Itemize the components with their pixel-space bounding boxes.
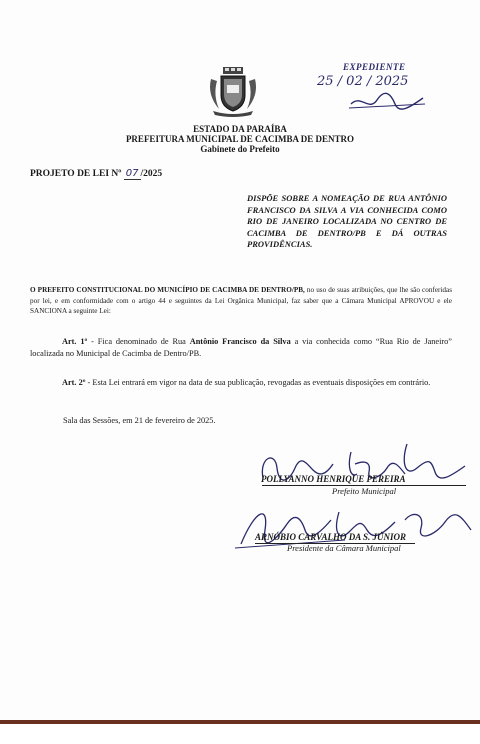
article-1-text-a: - Fica denominado de Rua [87,337,190,346]
mayor-name: POLLYANNO HENRIQUE PEREIRA [261,474,406,484]
stamp-date: 25 / 02 / 2025 [317,74,409,89]
stamp-initials-signature [347,90,427,112]
mayor-title: Prefeito Municipal [332,486,397,496]
receipt-stamp [313,60,433,114]
bill-number: 07 [125,168,139,179]
enactment-text: no uso de suas atribuições, que lhe são conferidas por lei, e em conformidade com o artigo 44 e seguintes da Lei Orgânica Municipal, faz saber que a Câmara Municipal APROVOU e ele SANCIONA a seguinte Lei: [30,286,452,315]
enactment-paragraph [30,285,452,317]
header-office: Gabinete do Prefeito [200,144,280,154]
header-prefecture: PREFEITURA MUNICIPAL DE CACIMBA DE DENTRO [125,134,355,144]
council-president-name: ARNÓBIO CARVALHO DA S. JÚNIOR [255,532,406,542]
article-1-label: Art. 1º [62,337,88,346]
header-state: ESTADO DA PARAÍBA [193,124,287,134]
bottom-margin [0,724,480,744]
council-president-title: Presidente da Câmara Municipal [287,543,401,553]
enactment-authority: O PREFEITO CONSTITUCIONAL DO MUNICÍPIO DE CACIMBA DE DENTRO/PB, [30,286,305,294]
bill-number-line [30,168,162,179]
article-1-street-name: Antônio Francisco da Silva [189,337,291,346]
bill-year: /2025 [140,169,163,179]
bill-summary: DISPÕE SOBRE A NOMEAÇÃO DE RUA ANTÔNIO FRANCISCO DA SILVA A VIA CONHECIDA COMO RIO DE JANEIRO LOCALIZADA NO CENTRO DE CACIMBA DE DENTRO/PB E DÁ OUTRAS PROVIDÊNCIAS. [247,193,447,249]
article-2 [30,377,452,389]
stamp-title: EXPEDIENTE [343,62,406,72]
bill-prefix: PROJETO DE LEI Nº [30,169,122,179]
article-1 [30,336,452,360]
municipal-coat-of-arms-icon [205,65,261,117]
article-1-text-b: a via conhecida como “Rua Rio de Janeiro” localizada no Municipal de Cacimba de Dentro/PB. [30,337,452,358]
article-2-label: Art. 2º [62,378,86,387]
closing-date: Sala das Sessões, em 21 de fevereiro de 2025. [63,416,216,425]
article-2-text: - Esta Lei entrará em vigor na data de sua publicação, revogadas as eventuais disposições em contrário. [85,378,431,387]
